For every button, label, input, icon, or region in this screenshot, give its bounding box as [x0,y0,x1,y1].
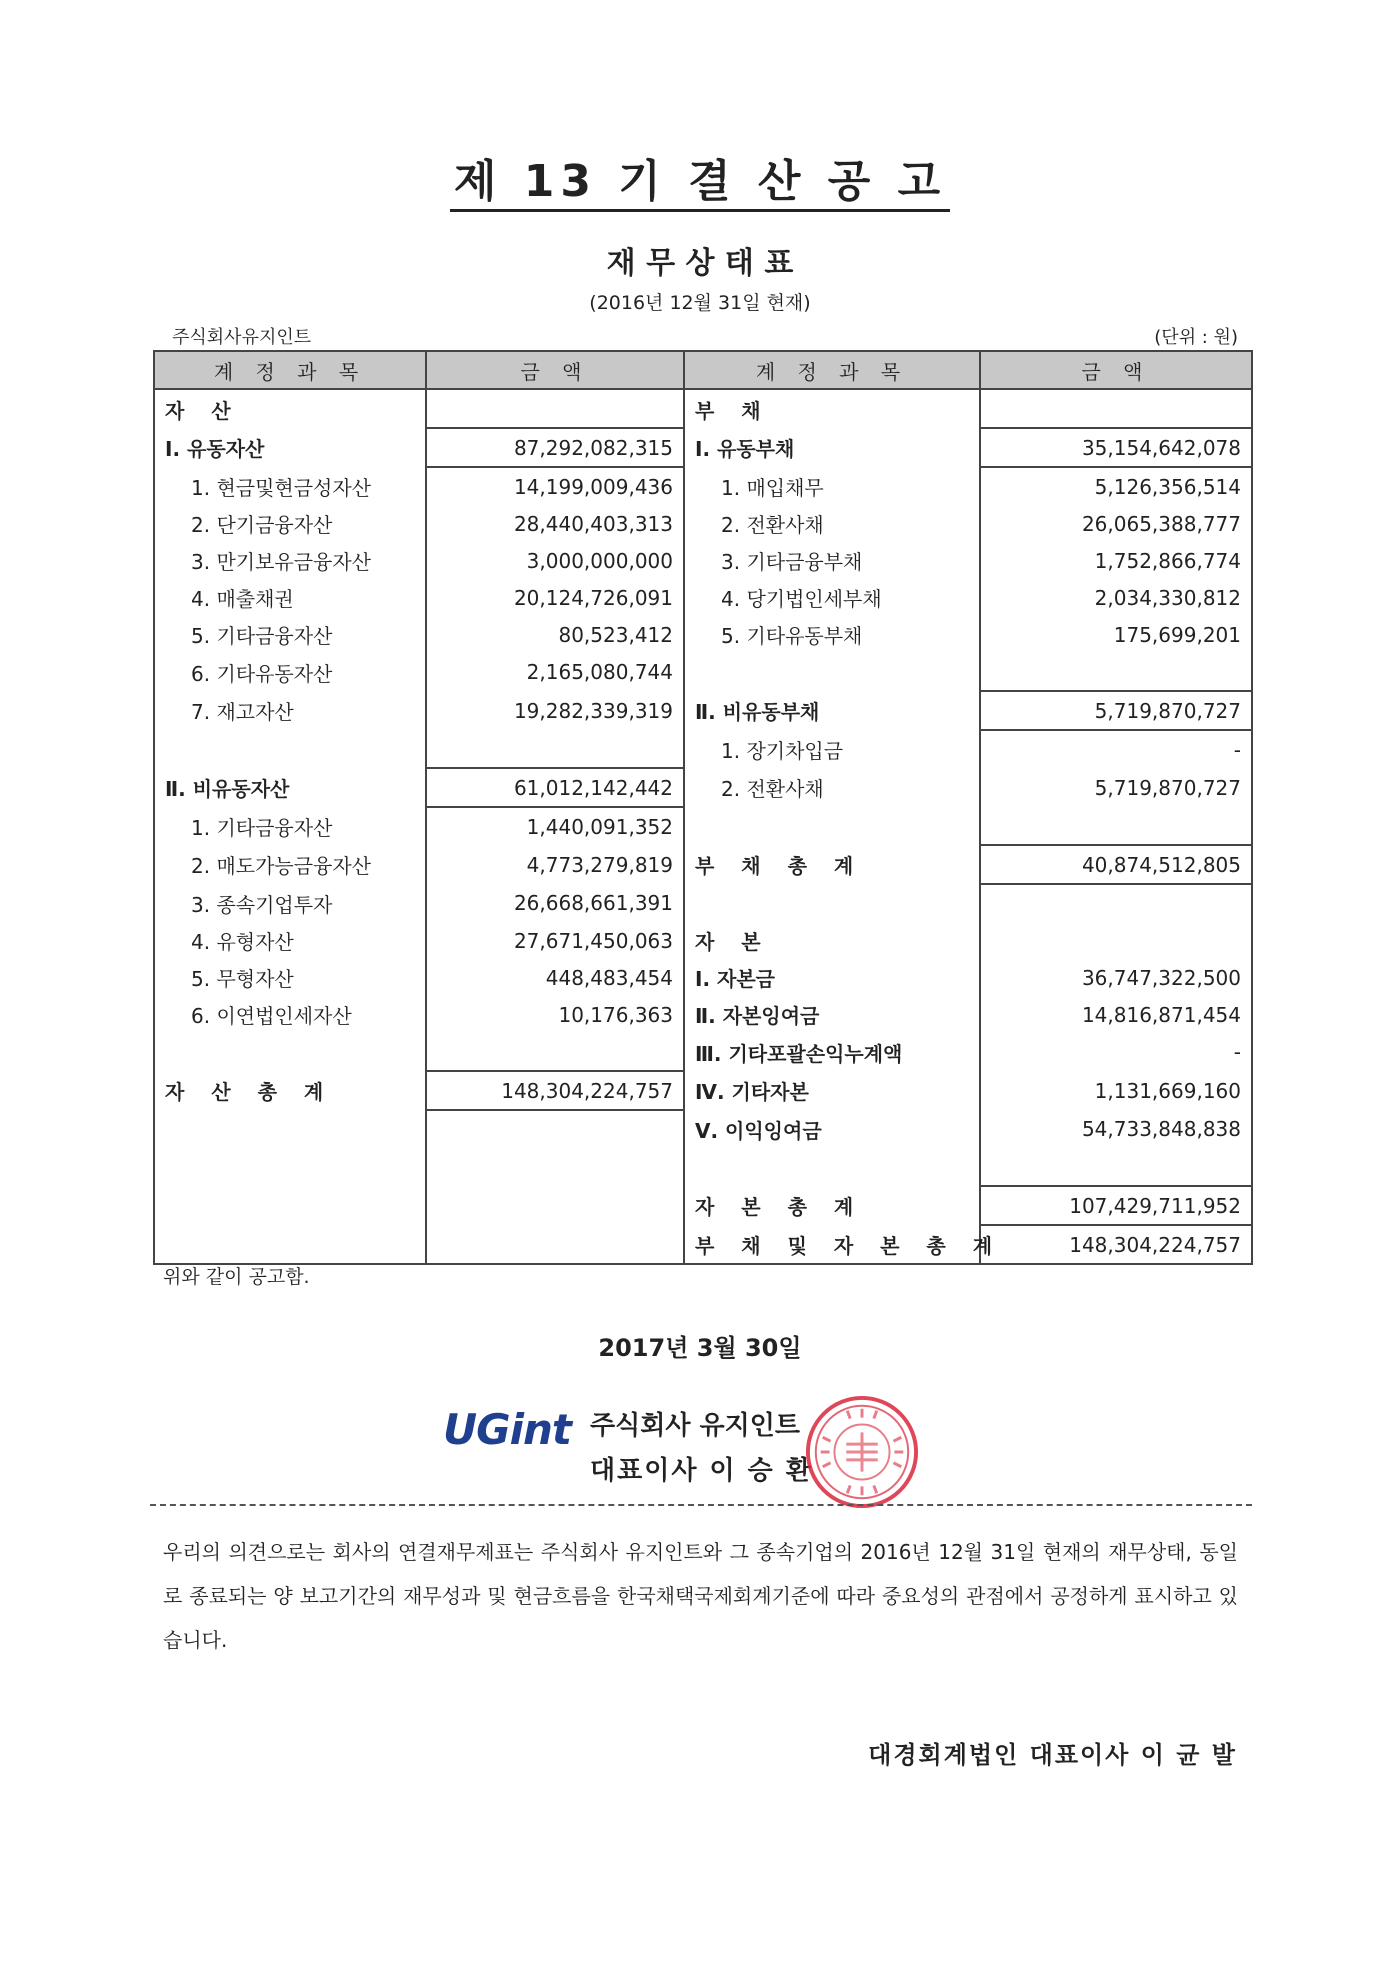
noncurrent-assets-amount: 61,012,142,442 [426,768,684,807]
noncurrent-liabilities-label: Ⅱ. 비유동부채 [684,691,980,730]
company-label: 주식회사유지인트 [172,327,312,348]
list-item-label: 7. 재고자산 [154,691,426,730]
table-row [154,505,1252,542]
list-item-amount: 27,671,450,063 [426,922,684,959]
document-title: 제 13 기 결 산 공 고 [0,145,1400,209]
table-row [154,1033,1252,1071]
table-row [154,959,1252,996]
table-row [154,1186,1252,1225]
table-row [154,616,1252,653]
current-assets-label: Ⅰ. 유동자산 [154,428,426,467]
divider [150,1504,1252,1506]
table-row [154,691,1252,730]
table-row [154,428,1252,467]
table-row [154,1071,1252,1110]
equity-item-amount: 1,131,669,160 [980,1071,1252,1110]
current-assets-amount: 87,292,082,315 [426,428,684,467]
assets-heading: 자 산 [154,389,426,428]
list-item-label: 2. 전환사채 [684,768,980,807]
total-equity-amount: 107,429,711,952 [980,1186,1252,1225]
list-item-amount: 20,124,726,091 [426,579,684,616]
liabilities-heading: 부 채 [684,389,980,428]
list-item-amount: 14,199,009,436 [426,467,684,505]
list-item-amount: 26,065,388,777 [980,505,1252,542]
ceo-name: 대표이사 이 승 환 [590,1456,813,1486]
list-item-amount: 5,126,356,514 [980,467,1252,505]
total-assets-label: 자 산 총 계 [154,1071,426,1110]
table-row [154,845,1252,884]
equity-item-amount: 14,816,871,454 [980,996,1252,1033]
audit-opinion: 우리의 의견으로는 회사의 연결재무제표는 주식회사 유지인트와 그 종속기업의 2016년 12월 31일 현재의 재무상태, 동일로 종료되는 양 보고기간의 재무성과 및 현금흐름을 한국채택국제회계기준에 따라 중요성의 관점에서 공정하게 표시하고 있습니다. [163,1540,1238,1652]
list-item-label: 4. 당기법인세부채 [684,579,980,616]
table-row [154,768,1252,807]
list-item-label: 3. 종속기업투자 [154,884,426,922]
list-item-label: 6. 기타유동자산 [154,653,426,691]
table-row [154,730,1252,768]
table-row [154,1110,1252,1148]
list-item-amount: 19,282,339,319 [426,691,684,730]
as-of-date: (2016년 12월 31일 현재) [589,292,811,314]
balance-sheet-table [153,350,1253,1265]
list-item-amount: 4,773,279,819 [426,845,684,884]
list-item-amount: 26,668,661,391 [426,884,684,922]
total-liab-equity-label: 부 채 및 자 본 총 계 [684,1225,980,1264]
list-item-label: 1. 기타금융자산 [154,807,426,845]
list-item-label: 1. 현금및현금성자산 [154,467,426,505]
table-row [154,1148,1252,1186]
list-item-label: 1. 매입채무 [684,467,980,505]
list-item-amount: 1,440,091,352 [426,807,684,845]
total-liabilities-amount: 40,874,512,805 [980,845,1252,884]
list-item-label: 4. 유형자산 [154,922,426,959]
equity-item-label: Ⅳ. 기타자본 [684,1071,980,1110]
total-assets-amount: 148,304,224,757 [426,1071,684,1110]
header-account: 계 정 과 목 [684,351,980,389]
list-item-amount: 1,752,866,774 [980,542,1252,579]
list-item-amount: 2,165,080,744 [426,653,684,691]
equity-item-label: Ⅴ. 이익잉여금 [684,1110,980,1148]
equity-item-amount: - [980,1033,1252,1071]
list-item-amount: 28,440,403,313 [426,505,684,542]
header-amount: 금 액 [980,351,1252,389]
list-item-label: 5. 기타금융자산 [154,616,426,653]
list-item-label: 1. 장기차입금 [684,730,980,768]
total-liab-equity-amount: 148,304,224,757 [980,1225,1252,1264]
equity-item-amount: 36,747,322,500 [980,959,1252,996]
unit-label: (단위 : 원) [1154,327,1238,348]
publish-date: 2017년 3월 30일 [598,1334,802,1362]
list-item-label: 2. 전환사채 [684,505,980,542]
statement-title: 재 무 상 태 표 [606,246,794,281]
equity-item-label: Ⅲ. 기타포괄손익누계액 [684,1033,980,1071]
table-row [154,807,1252,845]
total-equity-label: 자 본 총 계 [684,1186,980,1225]
noncurrent-assets-label: Ⅱ. 비유동자산 [154,768,426,807]
company-name: 주식회사 유지인트 [590,1411,800,1441]
list-item-amount: 2,034,330,812 [980,579,1252,616]
table-row [154,996,1252,1033]
list-item-amount: 80,523,412 [426,616,684,653]
equity-item-label: Ⅰ. 자본금 [684,959,980,996]
noncurrent-liabilities-amount: 5,719,870,727 [980,691,1252,730]
list-item-label: 4. 매출채권 [154,579,426,616]
table-row [154,653,1252,691]
list-item-amount: 10,176,363 [426,996,684,1033]
equity-heading: 자 본 [684,922,980,959]
list-item-amount: 448,483,454 [426,959,684,996]
company-logo: UGint [443,1405,571,1454]
list-item-amount: - [980,730,1252,768]
table-row [154,579,1252,616]
equity-item-amount: 54,733,848,838 [980,1110,1252,1148]
table-row [154,389,1252,428]
table-row [154,467,1252,505]
list-item-amount: 175,699,201 [980,616,1252,653]
equity-item-label: Ⅱ. 자본잉여금 [684,996,980,1033]
list-item-label: 5. 기타유동부채 [684,616,980,653]
header-amount: 금 액 [426,351,684,389]
table-row [154,922,1252,959]
list-item-label: 6. 이연법인세자산 [154,996,426,1033]
list-item-label: 3. 기타금융부채 [684,542,980,579]
current-liabilities-amount: 35,154,642,078 [980,428,1252,467]
list-item-amount: 5,719,870,727 [980,768,1252,807]
auditor-signature: 대경회계법인 대표이사 이 균 발 [868,1741,1237,1769]
list-item-label: 3. 만기보유금융자산 [154,542,426,579]
list-item-label: 2. 매도가능금융자산 [154,845,426,884]
table-row [154,884,1252,922]
company-seal-icon [803,1393,921,1511]
current-liabilities-label: Ⅰ. 유동부채 [684,428,980,467]
total-liabilities-label: 부 채 총 계 [684,845,980,884]
table-row [154,542,1252,579]
header-account: 계 정 과 목 [154,351,426,389]
table-header-row [154,351,1252,389]
list-item-amount: 3,000,000,000 [426,542,684,579]
list-item-label: 2. 단기금융자산 [154,505,426,542]
notice-text: 위와 같이 공고함. [163,1266,310,1288]
table-row [154,1225,1252,1264]
list-item-label: 5. 무형자산 [154,959,426,996]
